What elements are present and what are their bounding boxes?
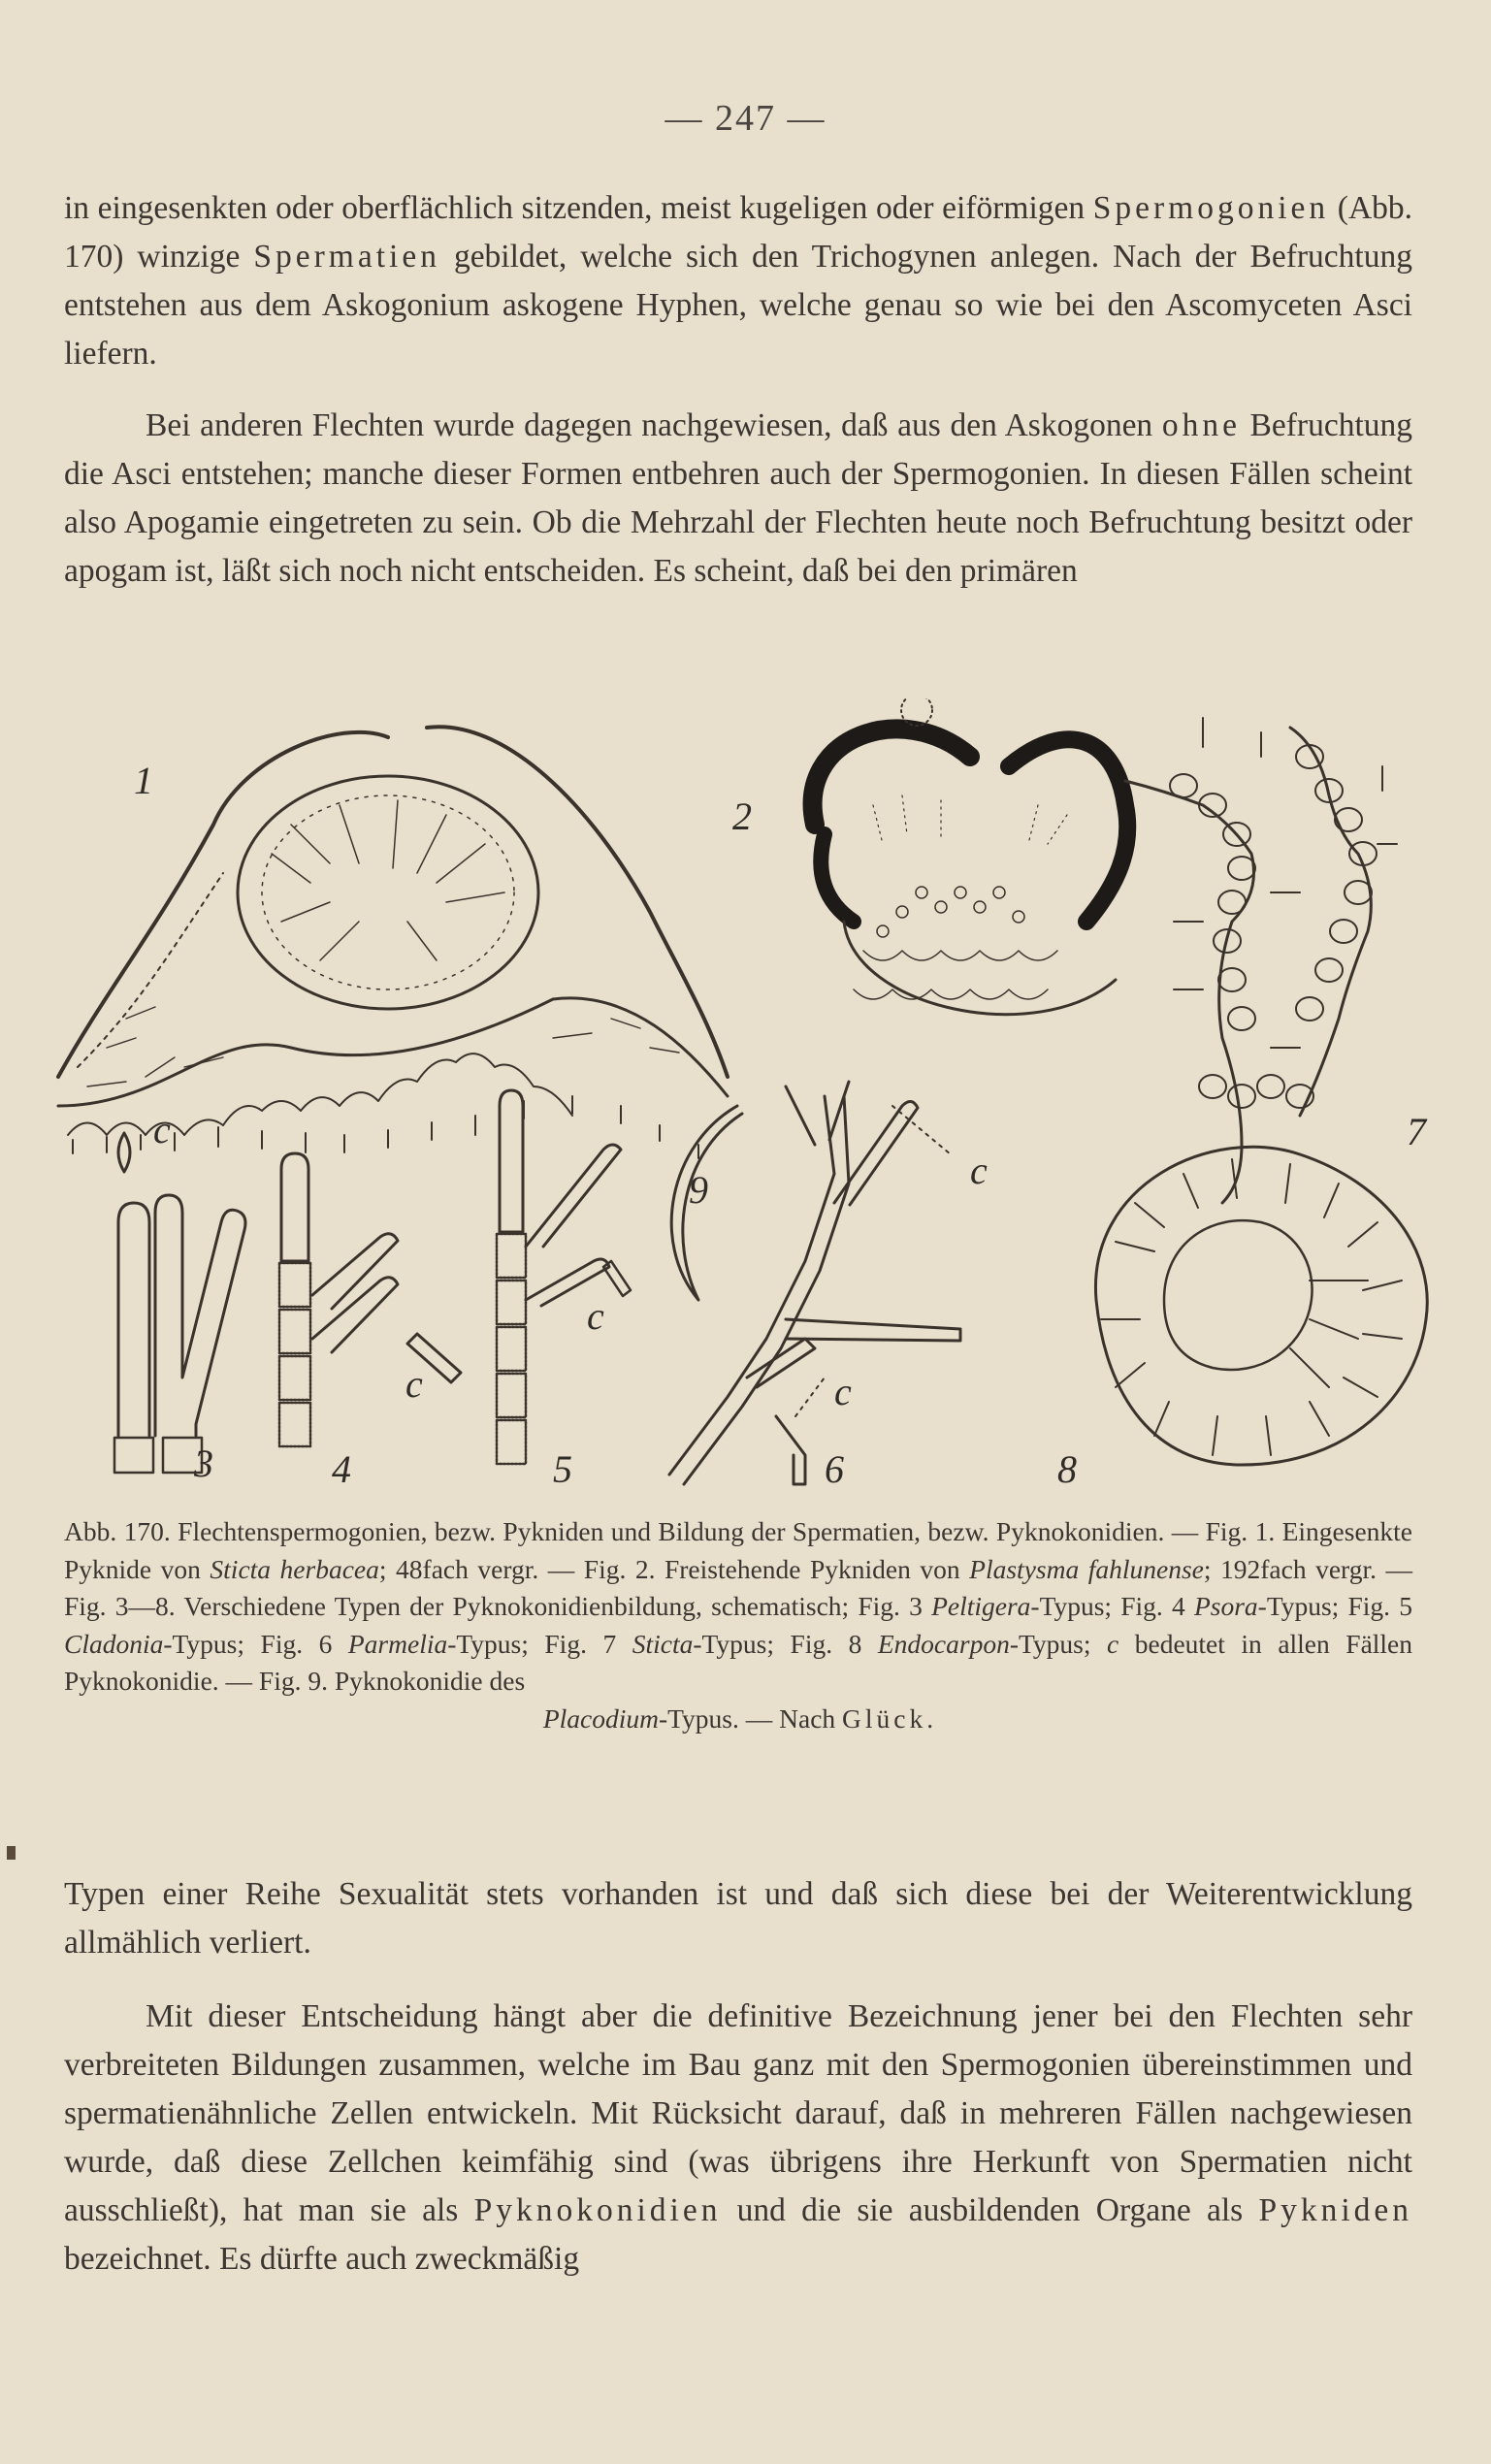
fig3-hyphae-drawing	[114, 1133, 245, 1473]
fig7-chains-drawing	[1125, 718, 1397, 1203]
fig-label-c-5: c	[587, 1294, 604, 1338]
text-run: (Abb. 170) winzige	[64, 190, 1413, 275]
spaced-term: Pykniden	[1258, 2192, 1412, 2228]
fig-label-4: 4	[332, 1447, 351, 1491]
paragraph-3: Typen einer Reihe Sexualität stets vorhanden ist und daß sich diese bei der Weiterentwicklung allmählich verliert.	[64, 1876, 1412, 1961]
fig-label-7: 7	[1407, 1110, 1426, 1153]
fig5-hyphae-drawing	[497, 1090, 631, 1464]
text-run: gebildet, welche sich den Trichogynen anlegen. Nach der Befruchtung entstehen aus dem Askogonium askogene Hyphen, welche genau so wie bei den Ascomyceten Asci liefern.	[64, 239, 1412, 372]
caption-text: -Typus; Fig. 4	[1030, 1591, 1194, 1621]
caption-text: Abb. 170. Flechtenspermogonien, bezw. Pykniden und Bildung der Spermatien, bezw. Pyknokonidien. — Fig. 1. Eingesenkte Pyknide von	[64, 1516, 1412, 1584]
caption-symbol: c	[1107, 1628, 1119, 1659]
fig-label-3: 3	[194, 1442, 213, 1485]
margin-mark	[7, 1846, 16, 1860]
fig-label-9: 9	[689, 1168, 708, 1212]
caption-taxon: Sticta herbacea	[210, 1553, 379, 1584]
fig-label-c-4: c	[405, 1362, 423, 1406]
fig-label-8: 8	[1057, 1447, 1077, 1491]
fig-label-2: 2	[732, 794, 752, 838]
spaced-term: Spermogonien	[1092, 190, 1330, 226]
caption-text: -Typus. — Nach	[659, 1702, 843, 1734]
text-run: bezeichnet. Es dürfte auch zweckmäßig	[64, 2241, 580, 2277]
text-run: und die sie ausbildenden Organe als	[721, 2192, 1259, 2228]
figure-170	[49, 698, 1445, 1504]
caption-taxon: Plastysma fahlunense	[969, 1553, 1204, 1584]
fig-label-c-6a: c	[970, 1149, 988, 1192]
fig-label-6: 6	[825, 1447, 844, 1491]
paragraph-1	[64, 184, 1412, 378]
caption-text: -Typus; Fig. 6	[163, 1628, 348, 1659]
caption-author: Glück	[842, 1702, 927, 1734]
figure-caption	[64, 1513, 1412, 1737]
text-run: Mit dieser Entscheidung hängt aber die definitive Bezeichnung jener bei den Flechten sehr verbreiteten Bildungen zusammen, welche im Bau ganz mit den Spermogonien übereinstimmen und spermatienähnliche Zellen entwickeln. Mit Rücksicht darauf, daß in mehreren Fällen nachgewiesen wurde, daß diese Zellchen keimfähig sind (was übrigens ihre Herkunft von Spermatien nicht ausschließt), hat man sie als	[64, 1998, 1412, 2228]
fig-label-1: 1	[134, 759, 153, 802]
paragraph-2	[64, 402, 1412, 596]
caption-taxon: Psora	[1193, 1591, 1258, 1621]
fig1-pycnidium-drawing	[58, 727, 728, 1158]
caption-taxon: Parmelia	[347, 1628, 448, 1659]
page-number: — 247 —	[664, 98, 827, 139]
paragraph-4	[64, 1993, 1412, 2284]
text-run: Bei anderen Flechten wurde dagegen nachgewiesen, daß aus den Askogonen	[146, 407, 1162, 443]
caption-taxon: Peltigera	[931, 1591, 1031, 1621]
caption-text: ; 192fach vergr. — Fig. 3—8. Verschiedene Typen der Pyknokonidienbildung, schematisch; Fig. 3	[64, 1553, 1412, 1621]
fig-label-5: 5	[553, 1447, 572, 1491]
caption-last-line	[64, 1701, 1412, 1738]
caption-taxon: Placodium	[542, 1702, 660, 1734]
fig-label-c-3: c	[153, 1108, 171, 1151]
text-run: in eingesenkten oder oberflächlich sitzenden, meist kugeligen oder eiförmigen	[64, 190, 1086, 226]
caption-text: .	[926, 1702, 934, 1734]
caption-text: bedeutet in allen Fällen Pyknokonidie. — Fig. 9. Pyknokonidie des	[64, 1628, 1413, 1696]
spaced-term: Pyknokonidien	[473, 2192, 722, 2228]
figure-illustration	[49, 698, 1445, 1504]
caption-text: -Typus;	[1009, 1628, 1107, 1659]
caption-text: ; 48fach vergr. — Fig. 2. Freistehende Pykniden von	[378, 1553, 970, 1584]
text-run: Befruchtung die Asci entstehen; manche dieser Formen entbehren auch der Spermogonien. In diesen Fällen scheint also Apogamie eingetreten zu sein. Ob die Mehrzahl der Flechten heute noch Befruchtung besitzt oder apogam ist, läßt sich noch nicht entscheiden. Es scheint, daß bei den primären	[64, 407, 1413, 589]
fig2-pycnidia-drawing	[813, 698, 1128, 1015]
caption-taxon: Cladonia	[64, 1628, 164, 1659]
caption-text: -Typus; Fig. 8	[693, 1628, 878, 1659]
caption-taxon: Sticta	[632, 1628, 694, 1659]
caption-taxon: Endocarpon	[877, 1628, 1010, 1659]
fig8-tissue-drawing	[1095, 1147, 1427, 1465]
fig4-hyphae-drawing	[279, 1153, 461, 1446]
spaced-term: Spermatien	[253, 239, 440, 275]
fig-label-c-6b: c	[834, 1370, 852, 1413]
caption-text: -Typus; Fig. 7	[447, 1628, 632, 1659]
caption-text: -Typus; Fig. 5	[1257, 1591, 1413, 1621]
spaced-term: ohne	[1161, 407, 1241, 443]
